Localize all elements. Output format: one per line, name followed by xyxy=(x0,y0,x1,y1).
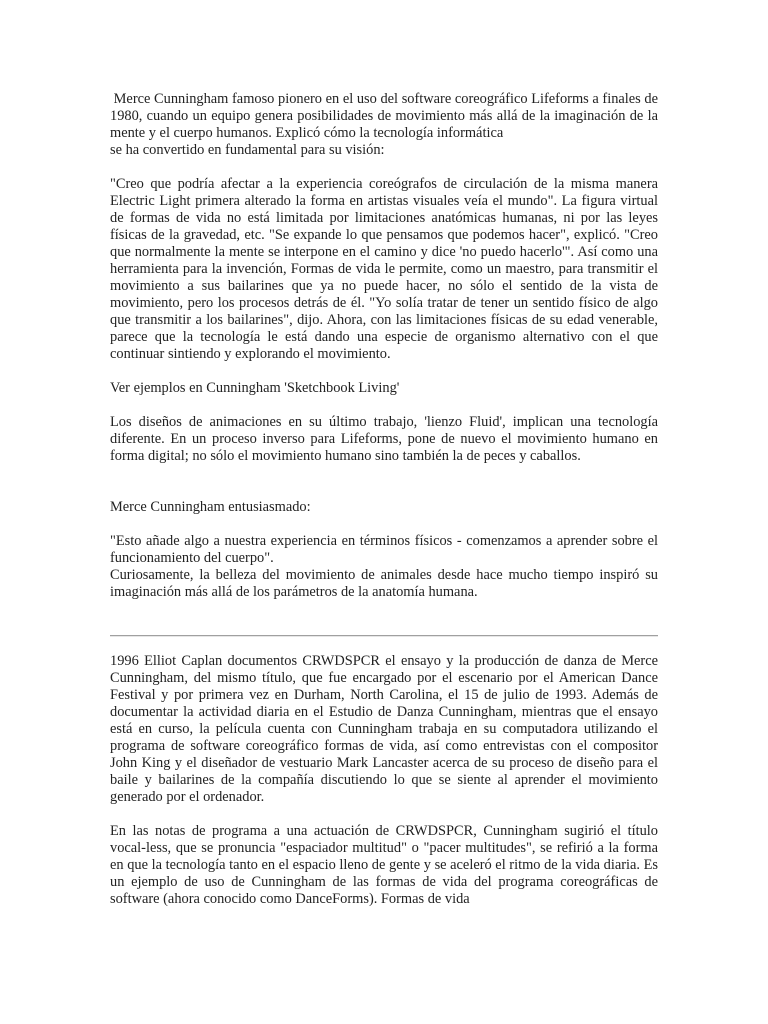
intro-paragraph xyxy=(110,91,658,159)
quote-paragraph-body: "Esto añade algo a nuestra experiencia en términos físicos - comenzamos a aprender sobre el funcionamiento del cuerpo". xyxy=(110,533,658,566)
crwdspcr-paragraph: 1996 Elliot Caplan documentos CRWDSPCR el ensayo y la producción de danza de Merce Cunningham, del mismo título, que fue encargado por el escenario por el American Dance Festival y por primera vez en Durham, North Carolina, el 15 de julio de 1993. Además de documentar la actividad diaria en el Estudio de Danza Cunningham, mientras que el ensayo está en curso, la película cuenta con Cunningham trabaja en su computadora utilizando el programa de software coreográfico formas de vida, así como entrevistas con el compositor John King y el diseñador de vestuario Mark Lancaster acerca de su proceso de diseño para el baile y bailarines de la compañía discutiendo lo que se siente al aprender el movimiento generado por el ordenador. xyxy=(110,653,658,805)
quote-paragraph-lifeforms: "Creo que podría afectar a la experiencia coreógrafos de circulación de la misma manera Electric Light primera alterado la forma en artistas visuales veía el mundo". La figura virtual de formas de vida no está limitada por limitaciones anatómicas humanas, ni por las leyes físicas de la gravedad, etc. "Se expande lo que pensamos que podemos hacer", explicó. "Creo que normalmente la mente se interpone en el camino y dice 'no puedo hacerlo'". Así como una herramienta para la invención, Formas de vida le permite, como un maestro, para transmitir el movimiento a sus bailarines que ya no puede hacer, no sólo el sentido de la vista de movimiento, pero los procesos detrás de él. "Yo solía tratar de tener un sentido físico de algo que transmitir a los bailarines", dijo. Ahora, con las limitaciones físicas de su edad venerable, parece que la tecnología le está dando una especie de organismo alternativo con el que continuar sintiendo y explorando el movimiento. xyxy=(110,176,658,362)
designs-paragraph: Los diseños de animaciones en su último trabajo, 'lienzo Fluid', implican una tecnología diferente. En un proceso inverso para Lifeforms, pone de nuevo el movimiento humano en forma digital; no sólo el movimiento humano sino también la de peces y caballos. xyxy=(110,414,658,464)
intro-text-continued: se ha convertido en fundamental para su visión: xyxy=(110,142,385,158)
intro-text: Merce Cunningham famoso pionero en el uso del software coreográfico Lifeforms a finales de 1980, cuando un equipo genera posibilidades de movimiento más allá de la imaginación de la mente y el cuerpo humanos. Explicó cómo la tecnología informática xyxy=(110,91,658,141)
see-examples-line: Ver ejemplos en Cunningham 'Sketchbook Living' xyxy=(110,380,400,396)
curiously-paragraph: Curiosamente, la belleza del movimiento de animales desde hace mucho tiempo inspiró su imaginación más allá de los parámetros de la anatomía humana. xyxy=(110,567,658,600)
program-notes-paragraph: En las notas de programa a una actuación de CRWDSPCR, Cunningham sugirió el título vocal-less, que se pronuncia "espaciador multitud" o "pacer multitudes", se refirió a la forma en que la tecnología tanto en el espacio lleno de gente y se aceleró el ritmo de la vida diaria. Es un ejemplo de uso de Cunningham de las formas de vida del programa coreográficas de software (ahora conocido como DanceForms). Formas de vida xyxy=(110,823,658,907)
document-page xyxy=(110,91,658,908)
enthusiastic-line: Merce Cunningham entusiasmado: xyxy=(110,499,311,515)
